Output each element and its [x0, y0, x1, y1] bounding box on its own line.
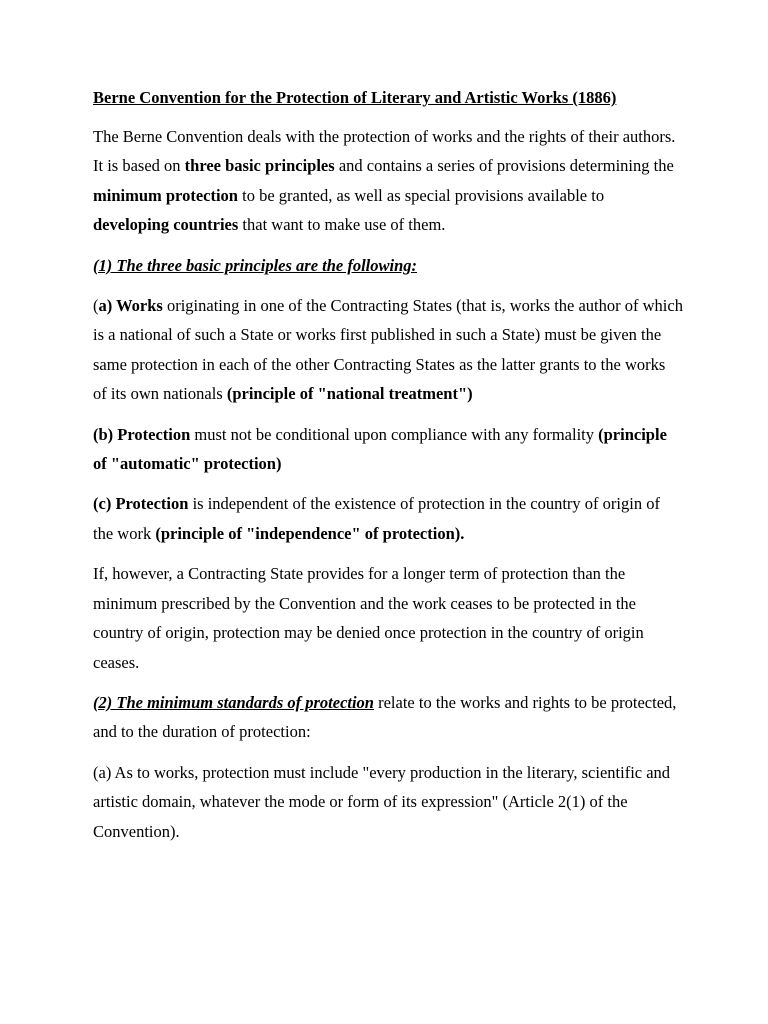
principle-b-label: (b) Protection	[93, 424, 191, 444]
intro-text-1: The Berne Convention deals with the protection of works and the rights of their authors. It is based on	[93, 127, 676, 176]
principle-c-paragraph	[93, 489, 683, 548]
term-paragraph: If, however, a Contracting State provides for a longer term of protection than the minimum prescribed by the Convention and the work ceases to be protected in the country of origin, protection may be denied once protection in the country of origin ceases.	[93, 564, 644, 672]
principle-b-paragraph	[93, 420, 683, 479]
principle-a-paragraph	[93, 291, 683, 409]
intro-text-3: to be granted, as well as special provisions available to	[237, 185, 605, 205]
intro-text-4: that want to make use of them.	[238, 215, 446, 235]
document-title: Berne Convention for the Protection of Literary and Artistic Works (1886)	[93, 88, 617, 107]
intro-bold-developing-countries: developing countries	[93, 215, 239, 235]
principle-c-name: (principle of "independence" of protection).	[155, 523, 465, 543]
intro-bold-three-basic-principles: three basic principles	[184, 156, 335, 176]
document-page	[93, 86, 683, 857]
minimum-standards-paragraph	[93, 688, 683, 747]
works-paragraph: (a) As to works, protection must include "every production in the literary, scientific and artistic domain, whatever the mode or form of its expression" (Article 2(1) of the Convention).	[93, 762, 671, 841]
minimum-standards-text: relate to the works and rights to be protected, and to the duration of protection:	[93, 692, 677, 742]
principle-c-label: (c) Protection	[93, 494, 189, 514]
section-heading-basic-principles: (1) The three basic principles are the following:	[93, 255, 418, 275]
intro-bold-minimum-protection: minimum protection	[93, 185, 238, 205]
section-heading-minimum-standards: (2) The minimum standards of protection	[93, 692, 374, 712]
principle-a-name: (principle of "national treatment")	[226, 384, 473, 404]
principle-a-text: originating in one of the Contracting States (that is, works the author of which is a national of such a State or works first published in such a State) must be given the same protection in each of the other Contracting States as the latter grants to the works of its own nationals	[93, 296, 683, 404]
intro-paragraph	[93, 122, 683, 240]
principle-b-text: must not be conditional upon compliance with any formality	[190, 424, 599, 444]
principle-c-text: is independent of the existence of protection in the country of origin of the work	[93, 494, 660, 543]
intro-text-2: and contains a series of provisions determining the	[334, 156, 674, 176]
principle-b-name: (principle of "automatic" protection)	[93, 424, 667, 474]
principle-a-label: a) Works	[98, 296, 163, 316]
principle-a-open-paren: (	[93, 296, 99, 316]
